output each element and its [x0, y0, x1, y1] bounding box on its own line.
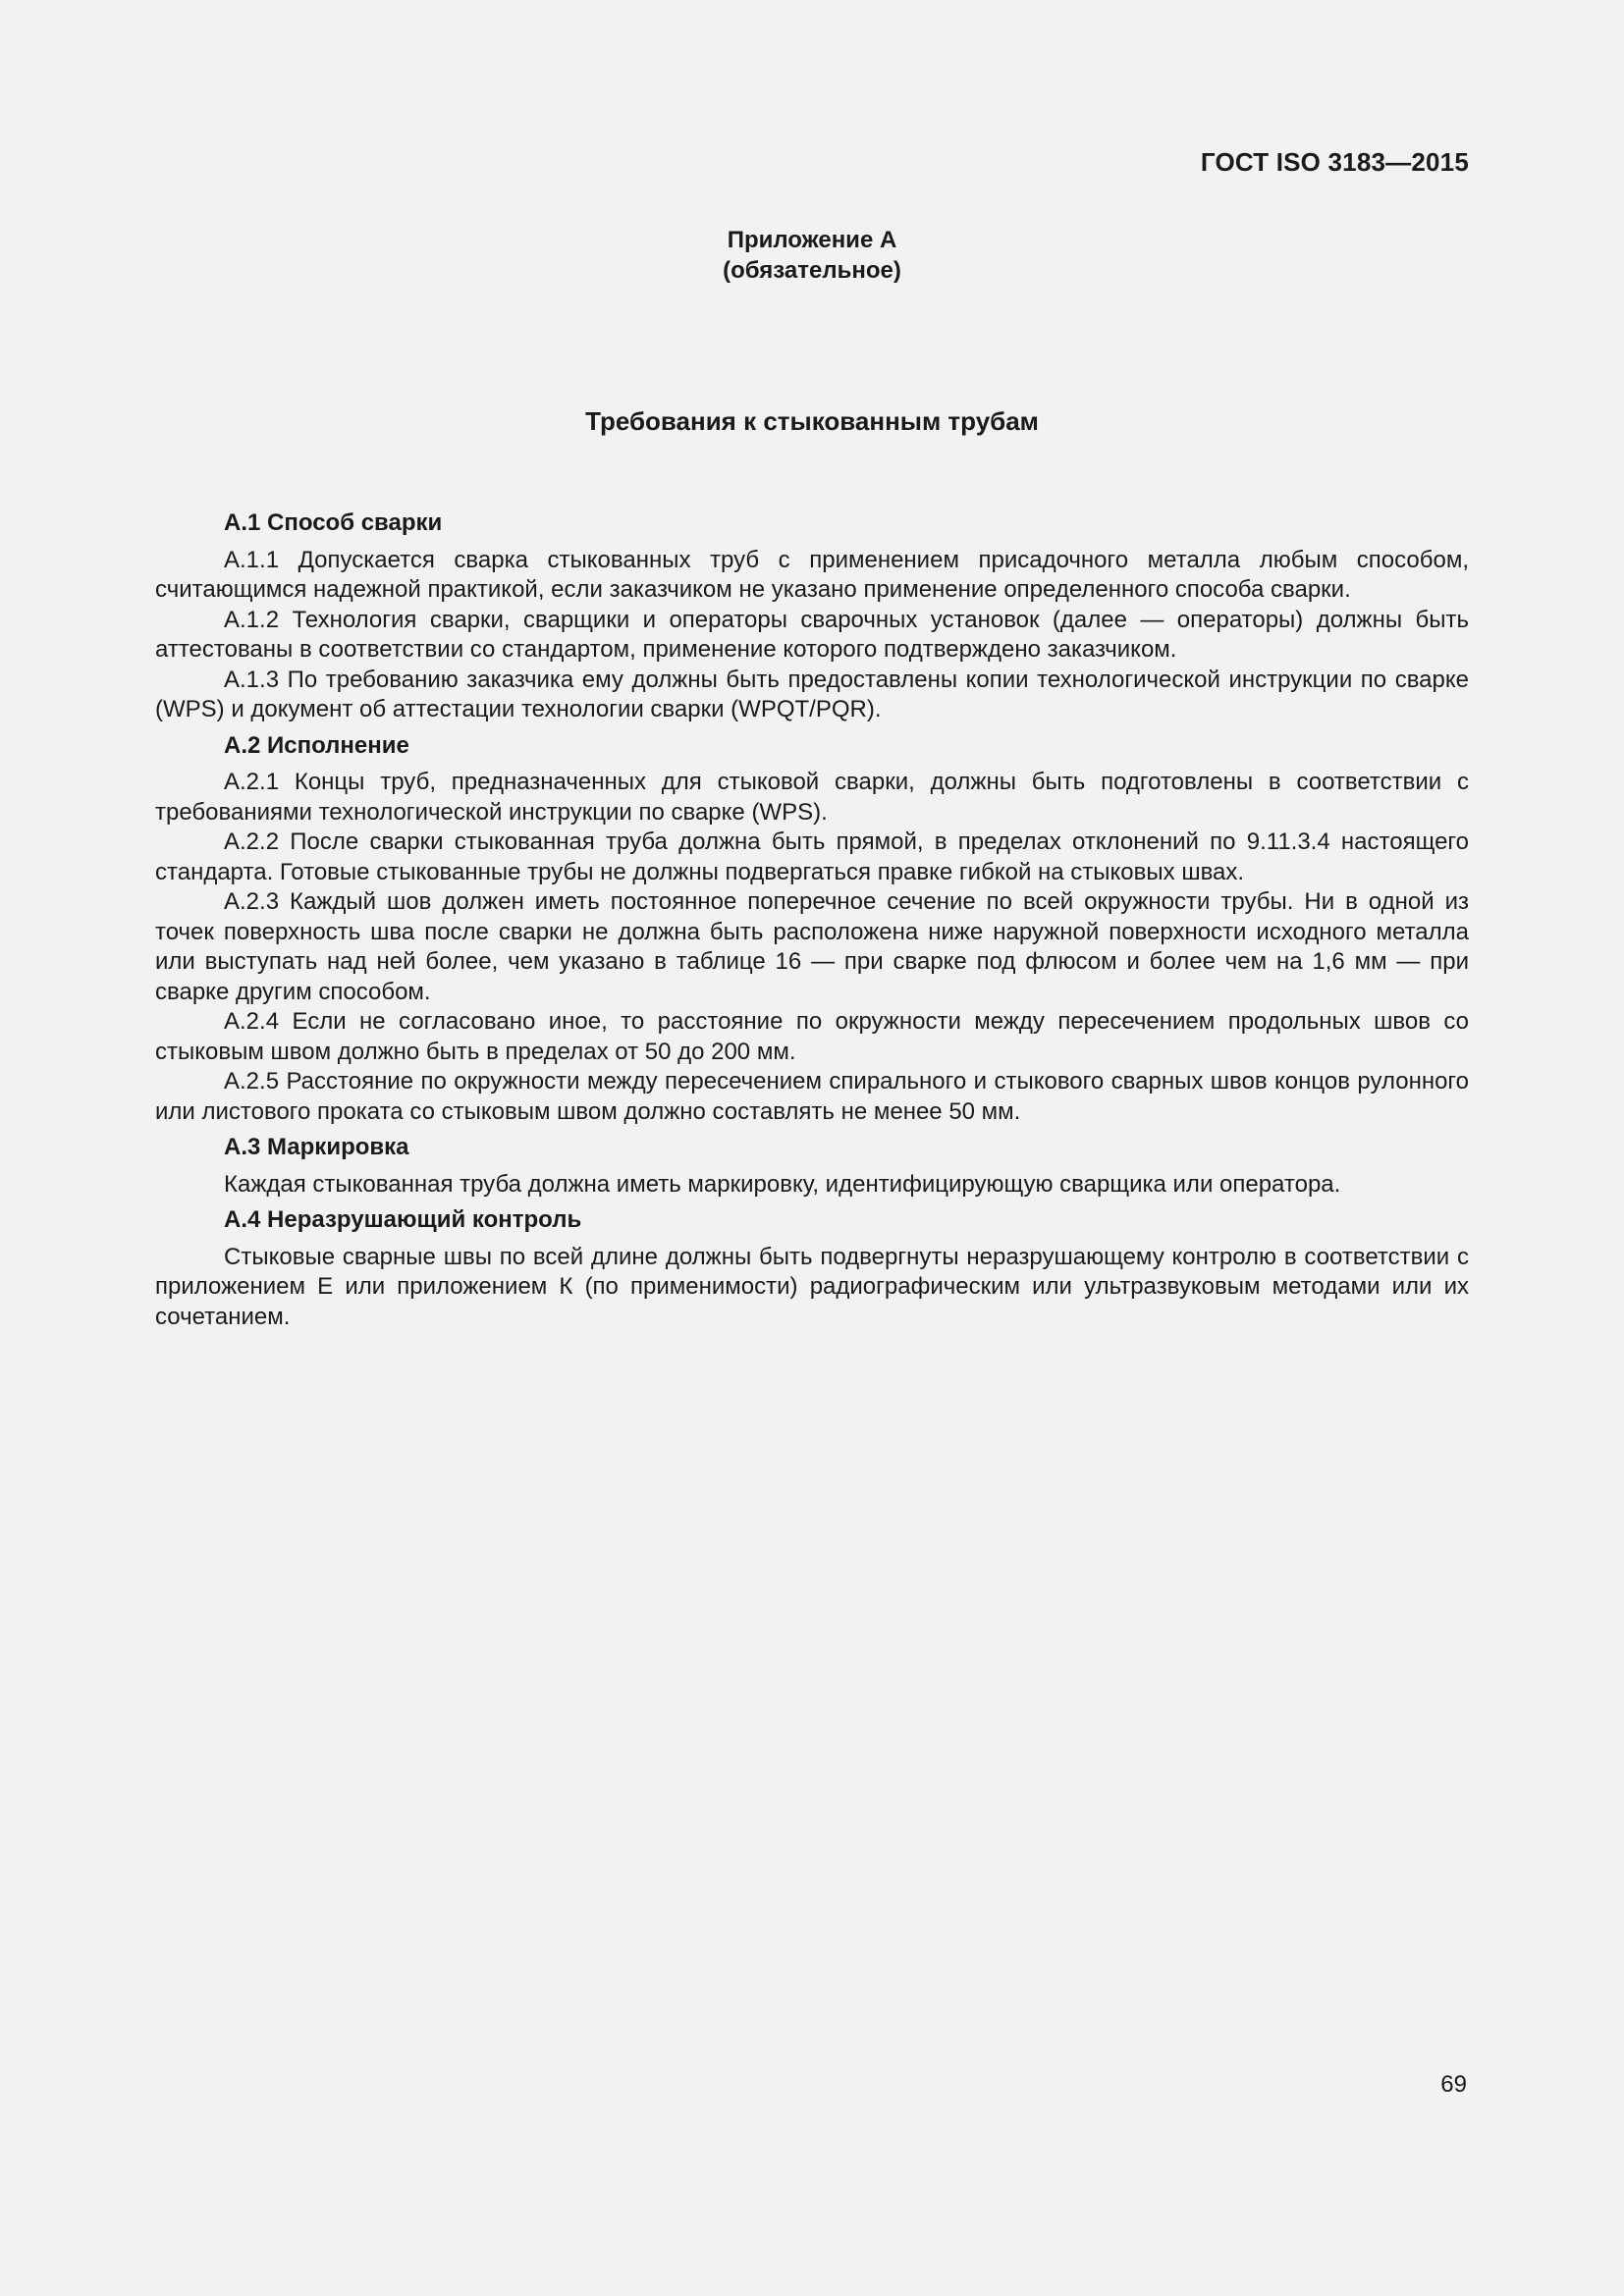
appendix-title: Приложение А	[727, 227, 897, 253]
document-code: ГОСТ ISO 3183—2015	[1200, 147, 1469, 177]
paragraph-a1-2: А.1.2 Технология сварки, сварщики и операторы сварочных установок (далее — операторы) должны быть аттестованы в соответствии со стандартом, применение которого подтверждено заказчиком.	[155, 606, 1469, 663]
paragraph-a3: Каждая стыкованная труба должна иметь маркировку, идентифицирующую сварщика или оператора.	[224, 1170, 1341, 1198]
appendix-heading	[0, 225, 1624, 286]
paragraph-a2-5: А.2.5 Расстояние по окружности между пересечением спирального и стыкового сварных швов концов рулонного или листового проката со стыковым швом должно составлять не менее 50 мм.	[155, 1068, 1469, 1125]
paragraph-a1-1: А.1.1 Допускается сварка стыкованных труб с применением присадочного металла любым способом, считающимся надежной практикой, если заказчиком не указано применение определенного способа сварки.	[155, 546, 1469, 603]
section-heading-a1: А.1 Способ сварки	[224, 509, 443, 536]
section-title: Требования к стыкованным трубам	[585, 406, 1039, 436]
paragraph-a2-4: А.2.4 Если не согласовано иное, то расстояние по окружности между пересечением продольных швов со стыковым швом должно быть в пределах от 50 до 200 мм.	[155, 1008, 1469, 1065]
paragraph-a2-1: А.2.1 Концы труб, предназначенных для стыковой сварки, должны быть подготовлены в соответствии с требованиями технологической инструкции по сварке (WPS).	[155, 769, 1469, 826]
paragraph-a2-3: А.2.3 Каждый шов должен иметь постоянное поперечное сечение по всей окружности трубы. Ни в одной из точек поверхность шва после сварки не должна быть расположена ниже наружной поверхности исходного металла или выступать над ней более, чем указано в таблице 16 — при сварке под флюсом и более чем на 1,6 мм — при сварке другим способом.	[155, 888, 1469, 1005]
section-heading-a2: А.2 Исполнение	[224, 731, 409, 759]
paragraph-a1-3: А.1.3 По требованию заказчика ему должны быть предоставлены копии технологической инструкции по сварке (WPS) и документ об аттестации технологии сварки (WPQT/PQR).	[155, 666, 1469, 722]
section-heading-a4: А.4 Неразрушающий контроль	[224, 1206, 582, 1233]
document-body	[155, 508, 1469, 1332]
page-number: 69	[1440, 2071, 1467, 2098]
paragraph-a2-2: А.2.2 После сварки стыкованная труба должна быть прямой, в пределах отклонений по 9.11.3.4 настоящего стандарта. Готовые стыкованные трубы не должны подвергаться правке гибкой на стыковых швах.	[155, 828, 1469, 885]
appendix-status: (обязательное)	[723, 257, 901, 284]
paragraph-a4: Стыковые сварные швы по всей длине должны быть подвергнуты неразрушающему контролю в соответствии с приложением Е или приложением К (по применимости) радиографическим или ультразвуковым методами или их сочетанием.	[155, 1243, 1469, 1330]
section-heading-a3: А.3 Маркировка	[224, 1134, 409, 1160]
